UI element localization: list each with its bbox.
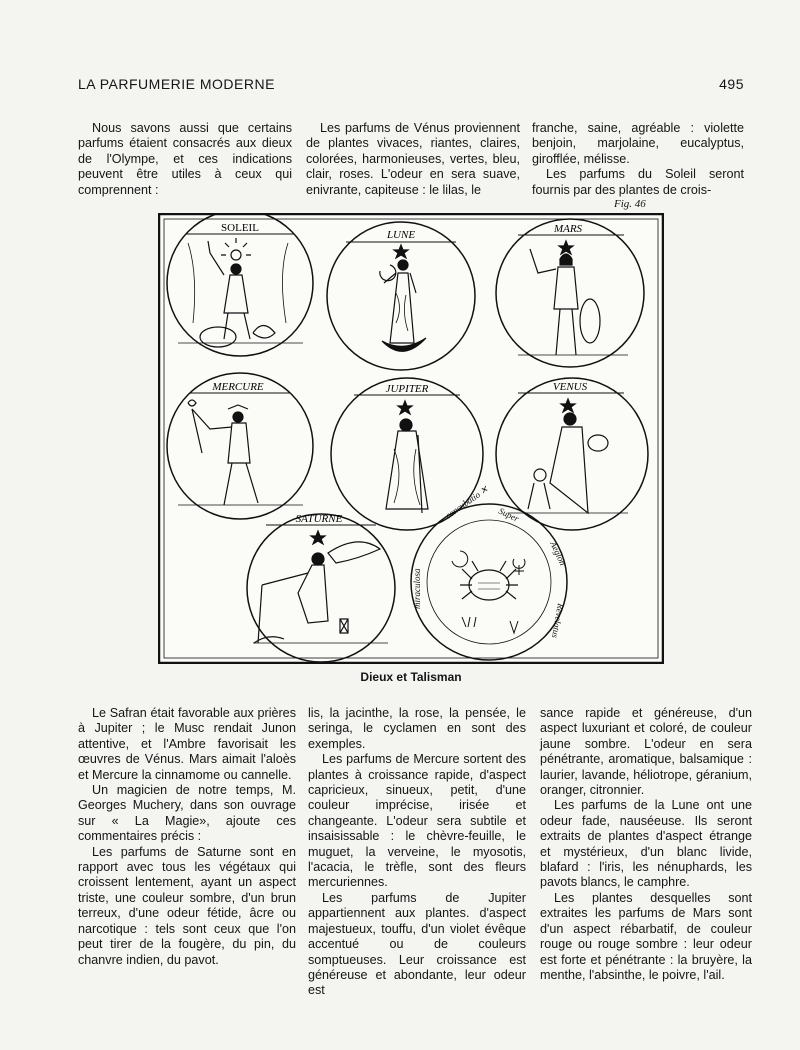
text-column-bottom-right	[540, 706, 752, 983]
text-column-top-right	[532, 121, 744, 198]
paragraph: Les parfums de la Lune ont une odeur fade, nauséeuse. Ils seront extraits de plantes d'aspect étrange et mystérieux, d'un blanc livide, blafard : l'iris, les nénuphards, les pavots blancs, le camphre.	[540, 798, 752, 890]
text-column-top-middle	[306, 121, 520, 198]
svg-text:Aeglon: Aeglon	[548, 539, 569, 567]
paragraph: sance rapide et généreuse, d'un aspect luxuriant et coloré, de couleur jaune sombre. L'odeur en sera pénétrante, aromatique, balsamique : laurier, lavande, héliotrope, géranium, oranger, citronnier.	[540, 706, 752, 798]
paragraph: franche, saine, agréable : violette benjoin, marjolaine, eucalyptus, girofflée, mélisse.	[532, 121, 744, 166]
running-header	[78, 76, 744, 96]
medallion-label-mercure: MERCURE	[212, 381, 264, 393]
medallion-label-mars: MARS	[553, 223, 583, 235]
medallion-label-saturne: SATURNE	[295, 513, 343, 525]
paragraph: Les parfums du Soleil seront fournis par des plantes de crois-	[532, 167, 744, 197]
paragraph: Un magicien de notre temps, M. Georges Muchery, dans son ouvrage sur « La Magie», ajoute ces commentaires précis :	[78, 783, 296, 844]
running-title: LA PARFUMERIE MODERNE	[78, 76, 275, 92]
page-number: 495	[719, 76, 744, 92]
paragraph: Nous savons aussi que certains parfums étaient consacrés aux dieux de l'Olympe, et ces indications peuvent être utiles à ceux qui comprennent :	[78, 121, 292, 197]
medallion-label-soleil: SOLEIL	[221, 222, 259, 234]
paragraph: Les parfums de Saturne sont en rapport avec tous les végétaux qui croissent lentement, ayant un aspect triste, une couleur sombre, d'un brun terreux, d'une odeur fétide, âcre ou narcotique : tels sont ceux que l'on peut tirer de la fougère, du pin, du chanvre indien, du pavot.	[78, 844, 296, 967]
plate-frame	[159, 214, 663, 663]
paragraph: Les parfums de Mercure sortent des plantes à croissance rapide, d'aspect capricieux, sinueux, petit, d'une couleur imprécise, irisée et changeante. L'odeur sera subtile et insaisissable : le chèvre-feuille, le muguet, la verveine, le myosotis, l'acacia, le trèfle, sont des fleurs mercuriennes.	[308, 752, 526, 890]
text-column-bottom-middle	[308, 706, 526, 999]
paragraph: Les parfums de Jupiter appartiennent aux plantes. d'aspect majestueux, touffu, d'un violet évêque accentué ou de couleurs somptueuses. Leur croissance est généreuse et abondante, leur odeur est	[308, 890, 526, 998]
paragraph: Les parfums de Vénus proviennent de plantes vivaces, riantes, claires, colorées, harmonieuses, vertes, bleu, clair, roses. L'odeur en sera suave, enivrante, capiteuse : le lilas, le	[306, 121, 520, 197]
figure-reference: Fig. 46	[614, 198, 646, 210]
text-column-top-left	[78, 121, 292, 198]
medallion-label-venus: VENUS	[552, 381, 588, 393]
engraving-plate	[158, 213, 664, 664]
paragraph: lis, la jacinthe, la rose, la pensée, le seringa, le cyclamen en sont des exemples.	[308, 706, 526, 751]
medallion-label-jupiter: JUPITER	[385, 383, 429, 395]
svg-text:Revelatus: Revelatus	[549, 602, 566, 639]
text-column-bottom-left	[78, 706, 296, 968]
svg-text:miraculosa: miraculosa	[412, 568, 422, 609]
paragraph: Le Safran était favorable aux prières à Jupiter ; le Musc rendait Junon attentive, et l'Ambre favorisait les œuvres de Vénus. Mars aimait l'aloès et Mercure la cinnamome ou cannelle.	[78, 706, 296, 782]
svg-text:Super: Super	[497, 505, 521, 524]
paragraph: Les plantes desquelles sont extraites les parfums de Mars sont d'un aspect rébarbatif, de couleur rouge ou rouge sombre : leur odeur est forte et pénétrante : la bruyère, la menthe, l'absinthe, le poivre, l'ail.	[540, 890, 752, 982]
svg-text:concubatio ✕: concubatio ✕	[443, 483, 490, 521]
figure-caption: Dieux et Talisman	[360, 670, 462, 684]
medallion-label-lune: LUNE	[386, 229, 416, 241]
